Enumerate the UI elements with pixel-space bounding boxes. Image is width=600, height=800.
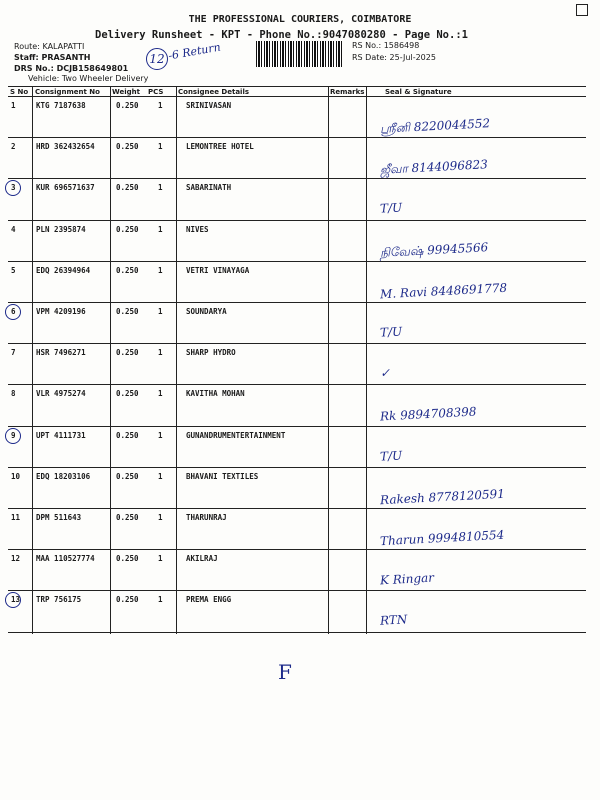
row-weight: 0.250 — [116, 513, 139, 522]
row-consignee: THARUNRAJ — [186, 513, 227, 522]
row-signature: RTN — [379, 612, 408, 629]
row-sno: 1 — [11, 101, 16, 110]
rs-date: RS Date: 25-Jul-2025 — [352, 53, 436, 62]
row-sno: 5 — [11, 265, 16, 275]
row-sno: 13 — [11, 595, 21, 605]
row-consignee: NIVES — [186, 224, 209, 234]
footer-handwritten-mark: F — [278, 660, 292, 684]
row-circle-mark — [5, 428, 21, 444]
row-signature: Rk 9894708398 — [379, 404, 477, 424]
row-sno: 11 — [11, 513, 21, 522]
vehicle-label: Vehicle: Two Wheeler Delivery — [28, 74, 149, 83]
row-consignee: BHAVANI TEXTILES — [186, 471, 259, 481]
row-consignment-no: KTG 7187638 — [36, 101, 86, 110]
row-divider — [8, 220, 586, 221]
row-sno: 8 — [11, 389, 16, 399]
barcode — [256, 41, 342, 67]
row-divider — [8, 261, 586, 262]
company-title: THE PROFESSIONAL COURIERS, COIMBATORE — [188, 14, 412, 25]
row-consignee: AKILRAJ — [186, 554, 218, 564]
row-divider — [8, 508, 586, 509]
row-divider — [8, 467, 586, 468]
row-divider — [8, 384, 586, 385]
row-weight: 0.250 — [116, 265, 139, 275]
row-weight: 0.250 — [116, 471, 139, 481]
staff-label: Staff: PRASANTH — [14, 53, 91, 62]
row-signature: T/U — [379, 324, 403, 340]
row-signature: ✓ — [379, 365, 391, 381]
row-weight: 0.250 — [116, 224, 139, 234]
col-consignee: Consignee Details — [178, 88, 250, 96]
row-sno: 7 — [11, 348, 16, 358]
handwritten-return-note: -6 Return — [167, 40, 222, 63]
col-pcs: PCS — [148, 88, 164, 96]
row-sno: 3 — [11, 183, 16, 193]
row-pcs: 1 — [158, 595, 163, 605]
row-divider — [8, 178, 586, 179]
row-pcs: 1 — [158, 307, 163, 316]
row-consignment-no: PLN 2395874 — [36, 224, 86, 234]
row-divider — [8, 426, 586, 427]
row-signature: ஸ்ரீனி 8220044552 — [379, 116, 491, 136]
row-consignment-no: VLR 4975274 — [36, 389, 86, 399]
handwritten-count-circle: 12 — [146, 48, 168, 70]
row-consignee: SOUNDARYA — [186, 307, 227, 316]
row-sno: 6 — [11, 307, 16, 316]
row-pcs: 1 — [158, 265, 163, 275]
col-consignment: Consignment No — [35, 88, 100, 96]
row-pcs: 1 — [158, 183, 163, 193]
row-consignee: SRINIVASAN — [186, 101, 232, 110]
row-circle-mark — [5, 304, 21, 320]
row-divider — [8, 302, 586, 303]
row-signature: நிவேஷ் 99945566 — [379, 239, 489, 260]
row-pcs: 1 — [158, 513, 163, 522]
col-sno: S No — [10, 88, 29, 96]
row-weight: 0.250 — [116, 430, 139, 440]
drs-number: DRS No.: DCJB158649801 — [14, 64, 129, 73]
col-weight: Weight — [112, 88, 140, 96]
row-pcs: 1 — [158, 471, 163, 481]
row-consignment-no: DPM 511643 — [36, 513, 82, 522]
row-circle-mark — [5, 180, 21, 196]
row-consignee: PREMA ENGG — [186, 595, 232, 605]
row-consignment-no: TRP 756175 — [36, 595, 82, 605]
row-consignment-no: EDQ 26394964 — [36, 265, 91, 275]
row-weight: 0.250 — [116, 554, 139, 564]
row-sno: 12 — [11, 554, 21, 564]
row-pcs: 1 — [158, 389, 163, 399]
row-signature: K Ringar — [379, 570, 435, 588]
row-weight: 0.250 — [116, 142, 139, 152]
row-divider — [8, 137, 586, 138]
row-sno: 4 — [11, 224, 16, 234]
row-weight: 0.250 — [116, 307, 139, 316]
row-divider — [8, 590, 586, 591]
row-pcs: 1 — [158, 348, 163, 358]
row-pcs: 1 — [158, 554, 163, 564]
row-sno: 2 — [11, 142, 16, 152]
row-consignee: SHARP HYDRO — [186, 348, 236, 358]
row-consignee: KAVITHA MOHAN — [186, 389, 245, 399]
row-consignee: SABARINATH — [186, 183, 232, 193]
route-label: Route: KALAPATTI — [14, 42, 85, 51]
row-consignee: VETRI VINAYAGA — [186, 265, 250, 275]
row-consignment-no: HSR 7496271 — [36, 348, 86, 358]
row-signature: Tharun 9994810554 — [379, 527, 505, 549]
row-consignee: GUNANDRUMENTERTAINMENT — [186, 430, 286, 440]
row-consignment-no: HRD 362432654 — [36, 142, 95, 152]
rs-number: RS No.: 1586498 — [352, 41, 420, 50]
row-pcs: 1 — [158, 142, 163, 152]
row-pcs: 1 — [158, 101, 163, 110]
row-signature: T/U — [379, 448, 403, 464]
row-divider — [8, 632, 586, 633]
row-signature: T/U — [379, 200, 403, 216]
row-sno: 9 — [11, 430, 16, 440]
col-remarks: Remarks — [330, 88, 365, 96]
row-pcs: 1 — [158, 224, 163, 234]
row-weight: 0.250 — [116, 348, 139, 358]
row-consignee: LEMONTREE HOTEL — [186, 142, 254, 152]
row-weight: 0.250 — [116, 183, 139, 193]
row-consignment-no: EDQ 18203106 — [36, 471, 91, 481]
row-divider — [8, 549, 586, 550]
row-weight: 0.250 — [116, 595, 139, 605]
row-signature: ஜீவா 8144096823 — [379, 157, 489, 178]
row-consignment-no: UPT 4111731 — [36, 430, 86, 440]
row-circle-mark — [5, 592, 21, 608]
col-seal-signature: Seal & Signature — [385, 88, 452, 96]
row-signature: Rakesh 8778120591 — [379, 486, 506, 508]
runsheet-subtitle: Delivery Runsheet - KPT - Phone No.:9047080280 - Page No.:1 — [95, 29, 468, 41]
row-weight: 0.250 — [116, 101, 139, 110]
row-consignment-no: MAA 110527774 — [36, 554, 95, 564]
row-pcs: 1 — [158, 430, 163, 440]
row-consignment-no: KUR 696571637 — [36, 183, 95, 193]
row-signature: M. Ravi 8448691778 — [379, 280, 508, 302]
row-sno: 10 — [11, 471, 21, 481]
row-divider — [8, 343, 586, 344]
row-consignment-no: VPM 4209196 — [36, 307, 86, 316]
row-weight: 0.250 — [116, 389, 139, 399]
